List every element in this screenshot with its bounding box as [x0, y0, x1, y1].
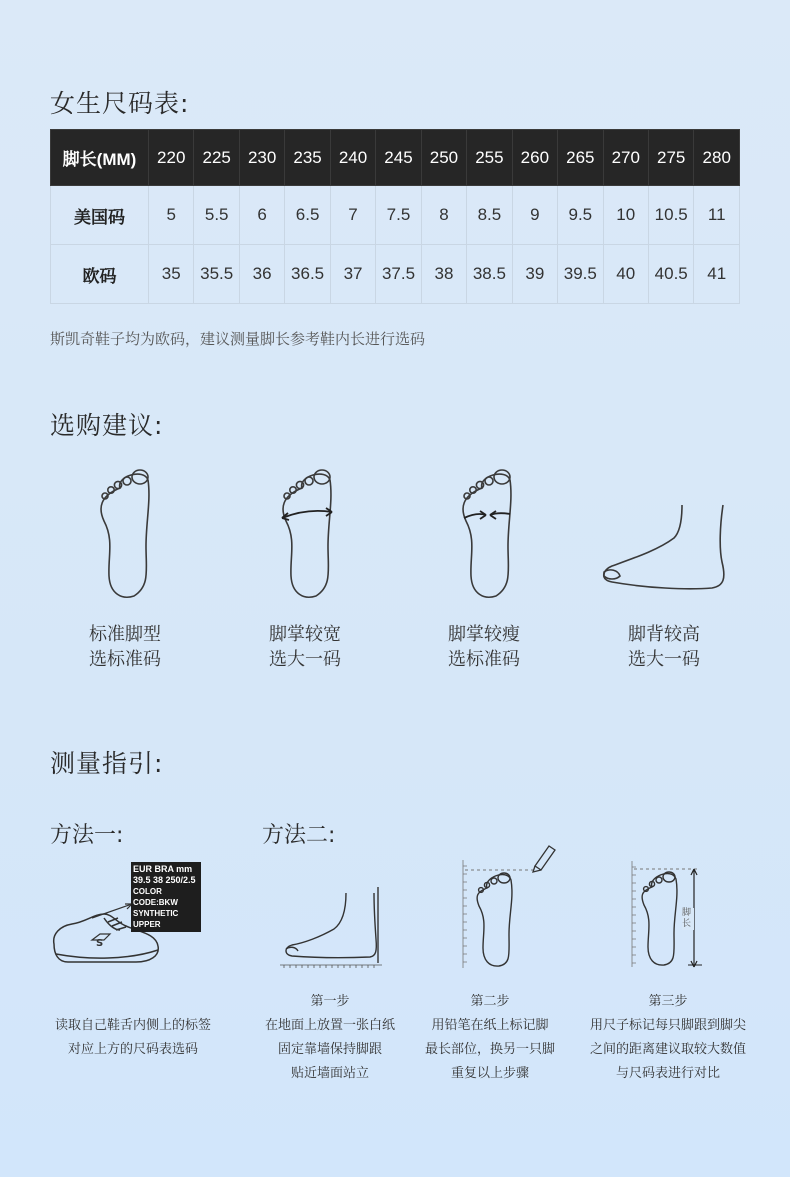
- advice-item-standard: [55, 622, 195, 672]
- step2-text: [410, 1014, 570, 1086]
- foot-length-cell: 280: [694, 130, 740, 186]
- foot-length-cell: 220: [149, 130, 194, 186]
- foot-length-cell: 235: [285, 130, 330, 186]
- shoe-tag-label: [131, 862, 201, 932]
- text-line: 用铅笔在纸上标记脚: [431, 1018, 549, 1033]
- eu-size-cell: 38: [421, 245, 466, 304]
- advice-item-wide: [235, 622, 375, 672]
- eu-size-cell: 35.5: [194, 245, 239, 304]
- step2-title: 第二步: [470, 994, 510, 1009]
- advice-line-1: 标准脚型: [89, 624, 161, 645]
- eu-size-cell: 40.5: [648, 245, 693, 304]
- foot-length-cell: 270: [603, 130, 648, 186]
- us-size-cell: 10: [603, 186, 648, 245]
- eu-size-cell: 39: [512, 245, 557, 304]
- us-size-cell: 6.5: [285, 186, 330, 245]
- eu-size-cell: 38.5: [467, 245, 512, 304]
- us-size-cell: 11: [694, 186, 740, 245]
- eu-size-cell: 36.5: [285, 245, 330, 304]
- size-table-header-row: [51, 130, 740, 186]
- advice-title: 选购建议:: [50, 411, 164, 440]
- size-chart-title: 女生尺码表:: [50, 89, 190, 118]
- measure-title: 测量指引:: [50, 749, 164, 778]
- text-line: 与尺码表进行对比: [615, 1066, 720, 1081]
- us-size-cell: 9.5: [558, 186, 603, 245]
- foot-length-cell: 230: [239, 130, 284, 186]
- foot-length-cell: 275: [648, 130, 693, 186]
- step3-title: 第三步: [648, 994, 688, 1009]
- header-foot-length-label: 脚长(MM): [51, 130, 149, 186]
- step2-pencil-mark-icon: [455, 840, 565, 970]
- eu-size-cell: 37: [330, 245, 375, 304]
- us-size-cell: 7: [330, 186, 375, 245]
- tag-line: EUR BRA mm: [133, 864, 193, 874]
- foot-length-cell: 250: [421, 130, 466, 186]
- size-note: 斯凯奇鞋子均为欧码，建议测量脚长参考鞋内长进行选码: [50, 330, 426, 348]
- method1-title: 方法一:: [50, 823, 124, 848]
- step1-text: [250, 1014, 410, 1086]
- step1-title: 第一步: [310, 994, 350, 1009]
- text-line: 固定靠墙保持脚跟: [277, 1042, 382, 1057]
- us-size-cell: 5.5: [194, 186, 239, 245]
- eu-size-cell: 41: [694, 245, 740, 304]
- eu-size-cell: 36: [239, 245, 284, 304]
- advice-line-1: 脚掌较瘦: [448, 624, 520, 645]
- size-table: [50, 129, 740, 304]
- us-size-cell: 9: [512, 186, 557, 245]
- foot-length-cell: 265: [558, 130, 603, 186]
- standard-foot-icon: [80, 466, 190, 601]
- tag-line: COLOR CODE:BKW: [133, 887, 178, 907]
- tag-line: 39.5 38 250/2.5: [133, 875, 196, 885]
- eu-size-cell: 39.5: [558, 245, 603, 304]
- text-line: 之间的距离建议取较大数值: [589, 1042, 746, 1057]
- narrow-foot-icon: [442, 466, 552, 601]
- method2-title: 方法二:: [262, 823, 336, 848]
- us-size-cell: 8.5: [467, 186, 512, 245]
- step3-ruler-measure-icon: [628, 855, 718, 970]
- us-size-cell: 10.5: [648, 186, 693, 245]
- text-line: 读取自己鞋舌内侧上的标签: [54, 1018, 211, 1033]
- svg-text:S: S: [96, 938, 104, 949]
- foot-length-cell: 225: [194, 130, 239, 186]
- advice-item-high-instep: [594, 622, 734, 672]
- us-size-row: [51, 186, 740, 245]
- eu-size-cell: 37.5: [376, 245, 421, 304]
- foot-length-cell: 245: [376, 130, 421, 186]
- eu-size-label: 欧码: [51, 245, 149, 304]
- foot-length-cell: 240: [330, 130, 375, 186]
- advice-line-2: 选大一码: [628, 649, 700, 670]
- step3-text: [578, 1014, 758, 1086]
- us-size-cell: 6: [239, 186, 284, 245]
- eu-size-row: [51, 245, 740, 304]
- ruler-length-label: 脚长: [682, 908, 694, 930]
- us-size-cell: 8: [421, 186, 466, 245]
- eu-size-cell: 35: [149, 245, 194, 304]
- wide-foot-icon: [262, 466, 372, 601]
- foot-length-cell: 255: [467, 130, 512, 186]
- text-line: 用尺子标记每只脚跟到脚尖: [589, 1018, 746, 1033]
- text-line: 贴近墙面站立: [290, 1066, 369, 1081]
- foot-length-cell: 260: [512, 130, 557, 186]
- high-instep-foot-icon: [596, 500, 736, 595]
- advice-line-1: 脚背较高: [628, 624, 700, 645]
- advice-line-2: 选标准码: [448, 649, 520, 670]
- tag-line: SYNTHETIC UPPER: [133, 909, 179, 929]
- eu-size-cell: 40: [603, 245, 648, 304]
- advice-item-narrow: [414, 622, 554, 672]
- us-size-cell: 7.5: [376, 186, 421, 245]
- advice-line-1: 脚掌较宽: [269, 624, 341, 645]
- text-line: 最长部位，换另一只脚: [424, 1042, 555, 1057]
- text-line: 在地面上放置一张白纸: [264, 1018, 395, 1033]
- advice-line-2: 选标准码: [89, 649, 161, 670]
- us-size-cell: 5: [149, 186, 194, 245]
- us-size-label: 美国码: [51, 186, 149, 245]
- text-line: 重复以上步骤: [450, 1066, 529, 1081]
- text-line: 对应上方的尺码表选码: [67, 1042, 198, 1057]
- step1-wall-foot-icon: [278, 885, 386, 970]
- method1-text: [38, 1014, 228, 1062]
- advice-line-2: 选大一码: [269, 649, 341, 670]
